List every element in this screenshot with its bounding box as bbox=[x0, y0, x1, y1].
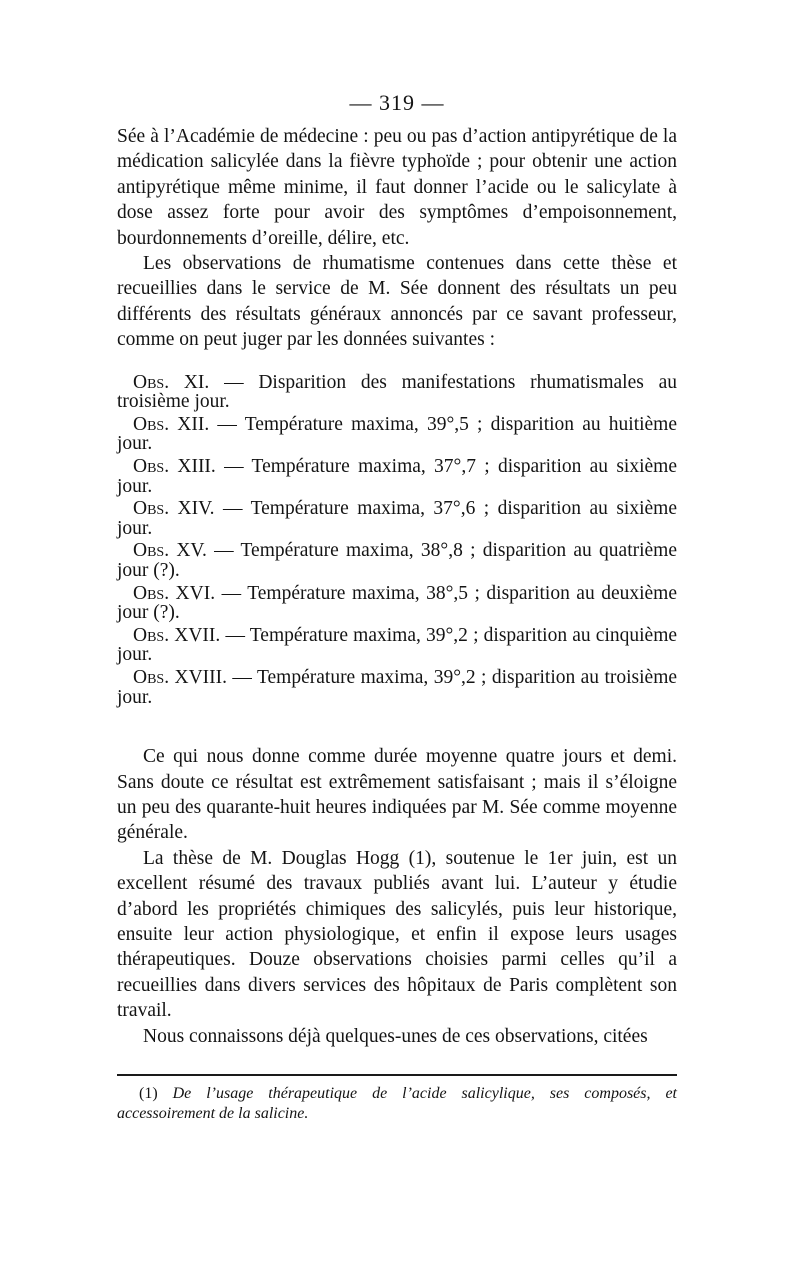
book-page bbox=[117, 88, 677, 1049]
observation-item bbox=[117, 626, 677, 665]
observation-text: — Température maxima, 39°,2 ; disparition au cinquième jour. bbox=[117, 624, 678, 666]
observation-text: — Température maxima, 38°,8 ; disparition au quatrième jour (?). bbox=[117, 540, 678, 581]
observations-list bbox=[117, 373, 677, 708]
observation-label: Obs. XI. bbox=[133, 371, 210, 393]
intro-paragraph-1: Sée à l’Académie de médecine : peu ou pas d’action antipyrétique de la médication salicylée dans la fièvre typhoïde ; pour obtenir une action antipyrétique même minime, il faut donner l’acide ou le salicylate à dose assez forte pour avoir des symptômes d’empoisonnement, bourdonnements d’oreille, délire, etc. bbox=[117, 126, 677, 249]
closing-paragraph-1: Ce qui nous donne comme durée moyenne quatre jours et demi. Sans doute ce résultat est extrêmement satisfaisant ; mais il s’éloigne un peu des quarante-huit heures indiquées par M. Sée comme moyenne générale. bbox=[117, 746, 677, 844]
observation-label: Obs. XVIII. bbox=[133, 666, 228, 688]
section-spacer bbox=[117, 710, 677, 744]
observation-text: — Température maxima, 37°,6 ; disparition au sixième jour. bbox=[117, 498, 677, 539]
observation-text: — Température maxima, 38°,5 ; disparition au deuxième jour (?). bbox=[117, 582, 677, 624]
page-number: — 319 — bbox=[349, 90, 445, 115]
observation-item bbox=[117, 541, 677, 580]
footnote-number: (1) bbox=[139, 1085, 158, 1102]
footnote bbox=[117, 1084, 677, 1124]
observation-item bbox=[117, 668, 677, 707]
observation-label: Obs. XII. bbox=[133, 413, 210, 435]
observation-text: — Température maxima, 39°,5 ; disparition au huitième jour. bbox=[117, 413, 678, 455]
footnote-text: De l’usage thérapeutique de l’acide salicylique, ses composés, et accessoirement de la salicine. bbox=[117, 1085, 677, 1122]
observation-text: — Température maxima, 39°,2 ; disparition au troisième jour. bbox=[117, 666, 678, 708]
observation-item bbox=[117, 457, 677, 496]
observation-item bbox=[117, 584, 677, 623]
observation-label: Obs. XVII. bbox=[133, 624, 221, 646]
footnote-rule bbox=[117, 1074, 677, 1076]
observation-item bbox=[117, 415, 677, 454]
observation-label: Obs. XV. bbox=[133, 540, 207, 562]
observation-item bbox=[117, 499, 677, 538]
closing-paragraph-3: Nous connaissons déjà quelques-unes de ces observations, citées bbox=[143, 1025, 648, 1047]
intro-paragraph-2: Les observations de rhumatisme contenues dans cette thèse et recueillies dans le service de M. Sée donnent des résultats un peu différents des résultats généraux annoncés par ce savant professeur, comme on peut juger par les données suivantes : bbox=[117, 253, 677, 351]
closing-paragraph-2: La thèse de M. Douglas Hogg (1), soutenue le 1er juin, est un excellent résumé des travaux publiés avant lui. L’auteur y étudie d’abord les propriétés chimiques des salicylés, puis leur historique, ensuite leur action physiologique, et enfin il expose leurs usages thérapeutiques. Douze observations choisies parmi celles qu’il a recueillies dans divers services des hôpitaux de Paris complètent son travail. bbox=[117, 847, 677, 1022]
observation-text: — Température maxima, 37°,7 ; disparition au sixième jour. bbox=[117, 456, 677, 497]
observation-text: — Disparition des manifestations rhumatismales au troisième jour. bbox=[117, 371, 677, 413]
observation-label: Obs. XIII. bbox=[133, 456, 216, 478]
observation-item bbox=[117, 373, 677, 412]
observation-label: Obs. XIV. bbox=[133, 498, 215, 520]
observation-label: Obs. XVI. bbox=[133, 582, 216, 604]
